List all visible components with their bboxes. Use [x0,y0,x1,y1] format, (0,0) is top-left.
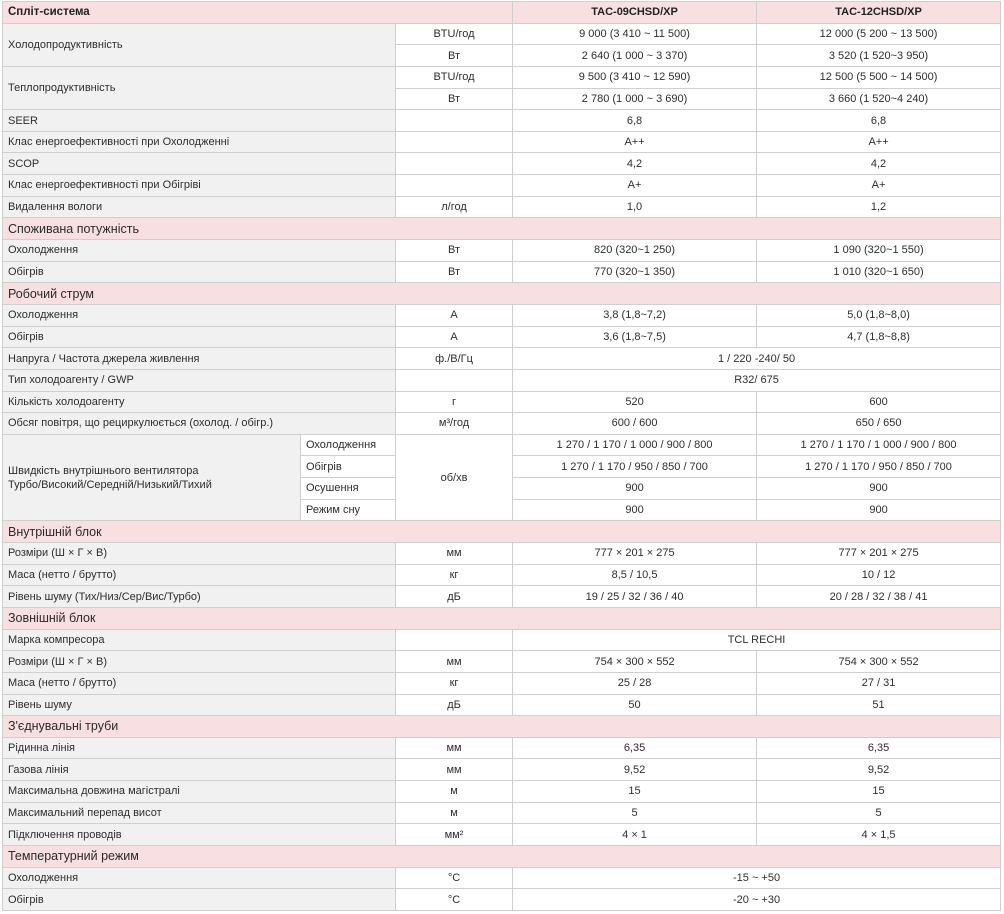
value-cell: 900 [757,499,1001,521]
row-label: Кількість холодоагенту [3,391,396,413]
row-label: Рівень шуму (Тих/Низ/Сер/Вис/Турбо) [3,586,396,608]
row-label: Обсяг повітря, що рециркулюється (охолод. / обігр.) [3,413,396,435]
value-cell: 3 660 (1 520~4 240) [757,88,1001,110]
table-row [3,175,1001,197]
value-cell: 51 [757,694,1001,716]
value-cell: 4,2 [757,153,1001,175]
row-unit: мм [396,543,513,565]
row-label: Обігрів [3,261,396,283]
row-unit: °C [396,867,513,889]
section-title-indoor: Внутрішній блок [3,521,1001,543]
value-cell: 10 / 12 [757,564,1001,586]
row-unit: кг [396,672,513,694]
row-unit: A [396,304,513,326]
value-cell: 600 / 600 [513,413,757,435]
row-unit: м [396,781,513,803]
table-row [3,413,1001,435]
row-label: Холодопродуктивність [3,23,396,66]
value-cell: 9 000 (3 410 ~ 11 500) [513,23,757,45]
row-unit: Вт [396,240,513,262]
row-label: Розміри (Ш × Г × В) [3,543,396,565]
value-cell: 6,35 [513,737,757,759]
row-label: Клас енергоефективності при Охолодженні [3,131,396,153]
row-unit [396,629,513,651]
row-unit: BTU/год [396,66,513,88]
table-row [3,391,1001,413]
row-label: Охолодження [3,240,396,262]
row-unit: г [396,391,513,413]
section-title-outdoor: Зовнішній блок [3,607,1001,629]
table-row [3,867,1001,889]
value-cell: -20 ~ +30 [513,889,1001,911]
value-cell: -15 ~ +50 [513,867,1001,889]
fan-mode: Обігрів [301,456,396,478]
row-label: Клас енергоефективності при Обігріві [3,175,396,197]
section-row [3,521,1001,543]
row-unit: BTU/год [396,23,513,45]
row-label: Марка компресора [3,629,396,651]
model-1-header: TAC-09CHSD/XP [513,2,757,24]
row-label: Напруга / Частота джерела живлення [3,348,396,370]
row-unit: мм [396,759,513,781]
row-unit: дБ [396,586,513,608]
value-cell: 3,8 (1,8~7,2) [513,304,757,326]
value-cell: 2 640 (1 000 ~ 3 370) [513,45,757,67]
value-cell: 4 × 1 [513,824,757,846]
value-cell: 5,0 (1,8~8,0) [757,304,1001,326]
table-row [3,304,1001,326]
value-cell: 6,8 [513,110,757,132]
value-cell: 4,7 (1,8~8,8) [757,326,1001,348]
value-cell: R32/ 675 [513,369,1001,391]
section-title-power: Споживана потужність [3,218,1001,240]
value-cell: 754 × 300 × 552 [757,651,1001,673]
value-cell: 27 / 31 [757,672,1001,694]
value-cell: 520 [513,391,757,413]
value-cell: A++ [757,131,1001,153]
table-row [3,586,1001,608]
section-row [3,283,1001,305]
value-cell: 2 780 (1 000 ~ 3 690) [513,88,757,110]
section-row [3,716,1001,738]
value-cell: 1 090 (320~1 550) [757,240,1001,262]
row-label: Обігрів [3,326,396,348]
fan-mode: Осушення [301,478,396,500]
value-cell: 20 / 28 / 32 / 38 / 41 [757,586,1001,608]
value-cell: 6,35 [757,737,1001,759]
row-unit [396,175,513,197]
fan-mode: Охолодження [301,434,396,456]
row-label: Рідинна лінія [3,737,396,759]
table-row [3,110,1001,132]
spec-table [2,1,1001,911]
value-cell: 900 [757,478,1001,500]
value-cell: 5 [757,802,1001,824]
section-row [3,607,1001,629]
table-row [3,240,1001,262]
row-unit [396,131,513,153]
value-cell: 1,2 [757,196,1001,218]
row-unit: мм [396,651,513,673]
value-cell: A++ [513,131,757,153]
row-unit: м [396,802,513,824]
value-cell: 1 270 / 1 170 / 950 / 850 / 700 [513,456,757,478]
row-label: Обігрів [3,889,396,911]
row-label: Тип холодоагенту / GWP [3,369,396,391]
section-row [3,218,1001,240]
row-unit [396,369,513,391]
value-cell: 650 / 650 [757,413,1001,435]
row-unit: Вт [396,45,513,67]
row-unit: мм² [396,824,513,846]
fan-mode: Режим сну [301,499,396,521]
section-title-pipes: З'єднувальні труби [3,716,1001,738]
row-label: Маса (нетто / брутто) [3,672,396,694]
row-label: Газова лінія [3,759,396,781]
value-cell: 1 270 / 1 170 / 1 000 / 900 / 800 [757,434,1001,456]
row-unit: л/год [396,196,513,218]
value-cell: A+ [757,175,1001,197]
table-row [3,153,1001,175]
row-unit: Вт [396,261,513,283]
fan-speed-label-line2: Турбо/Високий/Середній/Низький/Тихий [8,478,212,491]
row-label: Охолодження [3,304,396,326]
value-cell: 9,52 [757,759,1001,781]
table-row [3,66,1001,88]
row-label: Видалення вологи [3,196,396,218]
row-unit: мм [396,737,513,759]
row-unit: об/хв [396,434,513,521]
table-row [3,348,1001,370]
table-row [3,889,1001,911]
table-title: Спліт-система [3,2,513,24]
value-cell: A+ [513,175,757,197]
row-unit: дБ [396,694,513,716]
value-cell: 600 [757,391,1001,413]
value-cell: 15 [513,781,757,803]
value-cell: 3 520 (1 520~3 950) [757,45,1001,67]
value-cell: 777 × 201 × 275 [757,543,1001,565]
value-cell: 8,5 / 10,5 [513,564,757,586]
table-row [3,434,1001,456]
value-cell: 1 010 (320~1 650) [757,261,1001,283]
row-label: Максимальний перепад висот [3,802,396,824]
row-label: Розміри (Ш × Г × В) [3,651,396,673]
value-cell: 770 (320~1 350) [513,261,757,283]
row-unit: °C [396,889,513,911]
table-row [3,261,1001,283]
row-unit [396,153,513,175]
section-row [3,845,1001,867]
value-cell: 1,0 [513,196,757,218]
value-cell: 12 500 (5 500 ~ 14 500) [757,66,1001,88]
row-label: SEER [3,110,396,132]
value-cell: 5 [513,802,757,824]
fan-speed-label-line1: Швидкість внутрішнього вентилятора [8,464,199,477]
value-cell: 6,8 [757,110,1001,132]
value-cell: 754 × 300 × 552 [513,651,757,673]
value-cell: 1 / 220 -240/ 50 [513,348,1001,370]
value-cell: 15 [757,781,1001,803]
table-row [3,672,1001,694]
value-cell: TCL RECHI [513,629,1001,651]
table-row [3,23,1001,45]
row-label: SCOP [3,153,396,175]
table-row [3,737,1001,759]
value-cell: 900 [513,478,757,500]
section-title-current: Робочий струм [3,283,1001,305]
header-row [3,2,1001,24]
row-unit: м³/год [396,413,513,435]
table-row [3,759,1001,781]
table-row [3,326,1001,348]
fan-speed-label [3,434,301,521]
value-cell: 3,6 (1,8~7,5) [513,326,757,348]
value-cell: 12 000 (5 200 ~ 13 500) [757,23,1001,45]
value-cell: 777 × 201 × 275 [513,543,757,565]
value-cell: 19 / 25 / 32 / 36 / 40 [513,586,757,608]
table-row [3,564,1001,586]
table-row [3,651,1001,673]
table-row [3,131,1001,153]
section-title-temp: Температурний режим [3,845,1001,867]
value-cell: 4,2 [513,153,757,175]
value-cell: 9,52 [513,759,757,781]
value-cell: 25 / 28 [513,672,757,694]
table-row [3,781,1001,803]
row-unit: A [396,326,513,348]
value-cell: 9 500 (3 410 ~ 12 590) [513,66,757,88]
row-label: Маса (нетто / брутто) [3,564,396,586]
row-label: Максимальна довжина магістралі [3,781,396,803]
value-cell: 1 270 / 1 170 / 1 000 / 900 / 800 [513,434,757,456]
table-row [3,196,1001,218]
table-row [3,694,1001,716]
model-2-header: TAC-12CHSD/XP [757,2,1001,24]
value-cell: 900 [513,499,757,521]
value-cell: 820 (320~1 250) [513,240,757,262]
table-row [3,543,1001,565]
table-row [3,629,1001,651]
value-cell: 4 × 1,5 [757,824,1001,846]
row-unit: кг [396,564,513,586]
table-row [3,369,1001,391]
row-label: Теплопродуктивність [3,66,396,109]
value-cell: 50 [513,694,757,716]
row-unit: ф./В/Гц [396,348,513,370]
row-unit [396,110,513,132]
table-row [3,802,1001,824]
table-row [3,824,1001,846]
row-unit: Вт [396,88,513,110]
value-cell: 1 270 / 1 170 / 950 / 850 / 700 [757,456,1001,478]
row-label: Охолодження [3,867,396,889]
row-label: Підключення проводів [3,824,396,846]
row-label: Рівень шуму [3,694,396,716]
